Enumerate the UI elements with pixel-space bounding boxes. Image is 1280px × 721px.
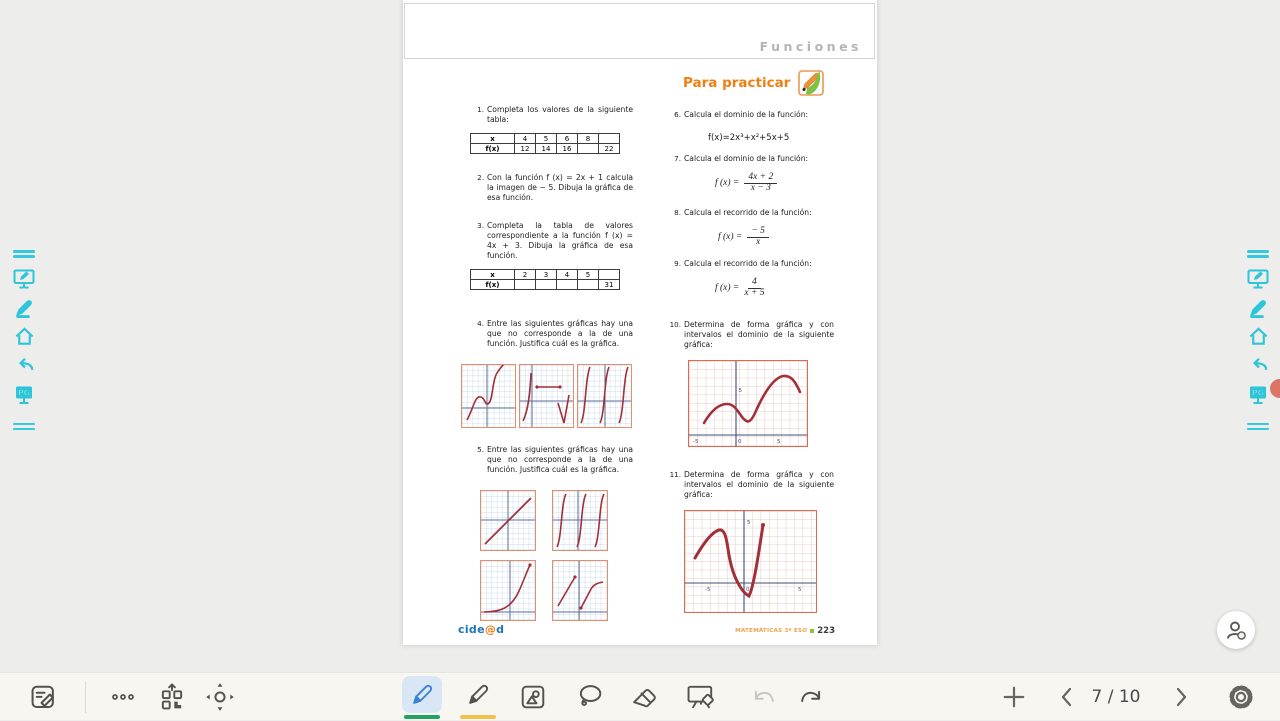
- axis-label: 5: [798, 587, 802, 593]
- question-text: Calcula el dominio de la función:: [684, 110, 809, 119]
- question-6: [674, 110, 834, 120]
- table-cell: [599, 270, 620, 280]
- q4-graph-1: [461, 364, 516, 428]
- q4-graph-2: [519, 364, 574, 428]
- axis-label: -5: [705, 587, 711, 593]
- redo-button[interactable]: [792, 673, 830, 721]
- pen-icon: [402, 676, 442, 713]
- page-header-box: [404, 3, 875, 59]
- formula-lead: f (x) =: [718, 231, 743, 242]
- table-cell: 3: [536, 270, 557, 280]
- table-cell: 22: [599, 144, 620, 154]
- question-1: [477, 105, 633, 125]
- table-cell: 16: [557, 144, 578, 154]
- pan-button[interactable]: [201, 673, 239, 721]
- practice-pencil-icon: [793, 64, 831, 102]
- table-cell: [578, 144, 599, 154]
- question-number: 6.: [674, 110, 681, 119]
- question-text: Con la función f (x) = 2x + 1 calcula la imagen de − 5. Dibuja la gráfica de esa función.: [487, 173, 633, 202]
- axis-label: 0: [746, 587, 750, 593]
- table-cell: 5: [578, 270, 599, 280]
- table-cell: 8: [578, 134, 599, 144]
- table-cell: f(x): [471, 144, 515, 154]
- logo-text: d: [496, 623, 505, 636]
- question-number: 7.: [674, 154, 681, 163]
- formula-denominator: x − 3: [750, 183, 771, 193]
- back-arrow-icon[interactable]: [11, 353, 37, 379]
- formula-lead: f (x) =: [715, 177, 740, 188]
- formula-numerator: − 5: [747, 226, 769, 238]
- q10-graph: [688, 360, 808, 447]
- axis-label: -5: [693, 439, 699, 445]
- table-cell: [515, 280, 536, 290]
- values-table-1: [470, 133, 620, 154]
- next-page-button[interactable]: [1162, 673, 1200, 721]
- pen-color-underline: [404, 715, 440, 720]
- logo-at-glyph: @: [484, 623, 497, 636]
- question-text: Calcula el recorrido de la función:: [684, 259, 812, 268]
- cidead-logo: [458, 623, 504, 636]
- back-arrow-icon[interactable]: [1245, 353, 1271, 379]
- home-icon[interactable]: [1245, 324, 1271, 350]
- add-page-button[interactable]: [995, 673, 1033, 721]
- footer-right: [735, 626, 835, 636]
- qr-scan-button[interactable]: [153, 673, 191, 721]
- screen-annotate-icon[interactable]: [11, 266, 37, 292]
- highlighter-color-underline: [460, 715, 496, 720]
- lasso-button[interactable]: [571, 673, 609, 721]
- question-number: 9.: [674, 259, 681, 268]
- table-cell: x: [471, 134, 515, 144]
- question-7: [674, 154, 834, 164]
- question-text: Entre las siguientes gráficas hay una que no corresponde a la de una función. Justifica cuál es la gráfica.: [487, 445, 633, 474]
- values-table-2: [470, 269, 620, 290]
- question-text: Calcula el recorrido de la función:: [684, 208, 812, 217]
- question-5: [477, 445, 633, 475]
- notebook-edit-button[interactable]: [25, 673, 63, 721]
- question-9: [674, 259, 834, 269]
- table-cell: 31: [599, 280, 620, 290]
- drag-handle-icon[interactable]: [13, 423, 35, 431]
- q11-graph: [684, 510, 817, 613]
- document-page[interactable]: [403, 0, 877, 645]
- undo-button[interactable]: [745, 673, 783, 721]
- question-4: [477, 319, 633, 349]
- bottom-toolbar: [0, 672, 1280, 720]
- drag-handle-icon[interactable]: [1247, 423, 1269, 431]
- q4-graph-3: [577, 364, 632, 428]
- formula-numerator: 4x + 2: [744, 172, 777, 184]
- home-icon[interactable]: [11, 324, 37, 350]
- question-text: Calcula el dominio de la función:: [684, 154, 809, 163]
- formula-numerator: 4: [748, 277, 761, 289]
- highlighter-icon: [458, 676, 498, 713]
- table-cell: [578, 280, 599, 290]
- formula-denominator: x: [756, 237, 761, 247]
- footer-subject: MATEMÁTICAS 3º ESO: [735, 628, 808, 634]
- tool-pen[interactable]: [402, 676, 442, 719]
- toolbar-divider: [85, 681, 86, 713]
- whiteboard-button[interactable]: [682, 673, 720, 721]
- table-cell: [557, 280, 578, 290]
- settings-button[interactable]: [1222, 673, 1260, 721]
- table-cell: [599, 134, 620, 144]
- q8-formula: [718, 226, 769, 247]
- question-10: [669, 320, 834, 350]
- page-title: Funciones: [759, 39, 862, 54]
- formula-lead: f (x) =: [715, 282, 740, 293]
- question-number: 4.: [477, 319, 484, 328]
- question-3: [477, 221, 633, 261]
- table-cell: 2: [515, 270, 536, 280]
- drag-handle-icon[interactable]: [13, 250, 35, 258]
- table-cell: 4: [515, 134, 536, 144]
- pen-icon[interactable]: [11, 295, 37, 321]
- table-cell: 12: [515, 144, 536, 154]
- question-number: 11.: [669, 470, 681, 479]
- eraser-button[interactable]: [626, 673, 664, 721]
- tool-highlighter[interactable]: [458, 676, 498, 719]
- footer-page-number: 223: [817, 626, 835, 636]
- image-button[interactable]: [514, 673, 552, 721]
- prev-page-button[interactable]: [1048, 673, 1086, 721]
- question-text: Determina de forma gráfica y con intervalos el dominio de la siguiente gráfica:: [684, 320, 834, 349]
- user-icon: [1223, 617, 1249, 643]
- table-cell: 6: [557, 134, 578, 144]
- q5-graph-3: [480, 560, 536, 621]
- question-2: [477, 173, 633, 203]
- pg-screen-icon[interactable]: [1245, 382, 1271, 408]
- question-text: Entre las siguientes gráficas hay una que no corresponde a la de una función. Justifica cuál es la gráfica.: [487, 319, 633, 348]
- question-8: [674, 208, 834, 218]
- q9-formula: [715, 277, 764, 298]
- q6-formula: f(x)=2x³+x²+5x+5: [708, 133, 790, 143]
- question-number: 1.: [477, 105, 484, 114]
- table-cell: x: [471, 270, 515, 280]
- table-cell: 14: [536, 144, 557, 154]
- question-text: Determina de forma gráfica y con intervalos el dominio de la siguiente gráfica:: [684, 470, 834, 499]
- question-number: 5.: [477, 445, 484, 454]
- table-cell: f(x): [471, 280, 515, 290]
- pen-icon[interactable]: [1245, 295, 1271, 321]
- question-number: 8.: [674, 208, 681, 217]
- q5-graph-1: [480, 490, 536, 551]
- section-title: Para practicar: [683, 75, 791, 91]
- right-quick-panel: [1243, 248, 1273, 430]
- question-number: 2.: [477, 173, 484, 182]
- axis-label: 5: [747, 520, 751, 526]
- drag-handle-icon[interactable]: [1247, 250, 1269, 258]
- pg-label: PG: [17, 388, 31, 397]
- q5-graph-2: [552, 490, 608, 551]
- axis-label: 5: [777, 439, 781, 445]
- formula-denominator: x + 5: [744, 288, 765, 298]
- q7-formula: [715, 172, 777, 193]
- pg-screen-icon[interactable]: [11, 382, 37, 408]
- table-cell: 4: [557, 270, 578, 280]
- footer-square: [810, 629, 814, 633]
- more-button[interactable]: [104, 673, 142, 721]
- table-cell: 5: [536, 134, 557, 144]
- left-quick-panel: [9, 248, 39, 430]
- q5-graph-4: [552, 560, 608, 621]
- logo-text: cide: [458, 623, 485, 636]
- axis-label: 5: [738, 388, 742, 394]
- screen-annotate-icon[interactable]: [1245, 266, 1271, 292]
- user-button[interactable]: [1217, 611, 1255, 649]
- axis-label: 0: [738, 439, 742, 445]
- page-indicator: 7 / 10: [1091, 687, 1141, 707]
- question-text: Completa los valores de la siguiente tabla:: [487, 105, 633, 124]
- question-number: 10.: [669, 320, 681, 329]
- table-cell: [536, 280, 557, 290]
- question-number: 3.: [477, 221, 484, 230]
- question-11: [669, 470, 834, 500]
- question-text: Completa la tabla de valores correspondiente a la función f (x) = 4x + 3. Dibuja la gráfica de esa función.: [487, 221, 633, 260]
- pg-label: PG: [1251, 388, 1265, 397]
